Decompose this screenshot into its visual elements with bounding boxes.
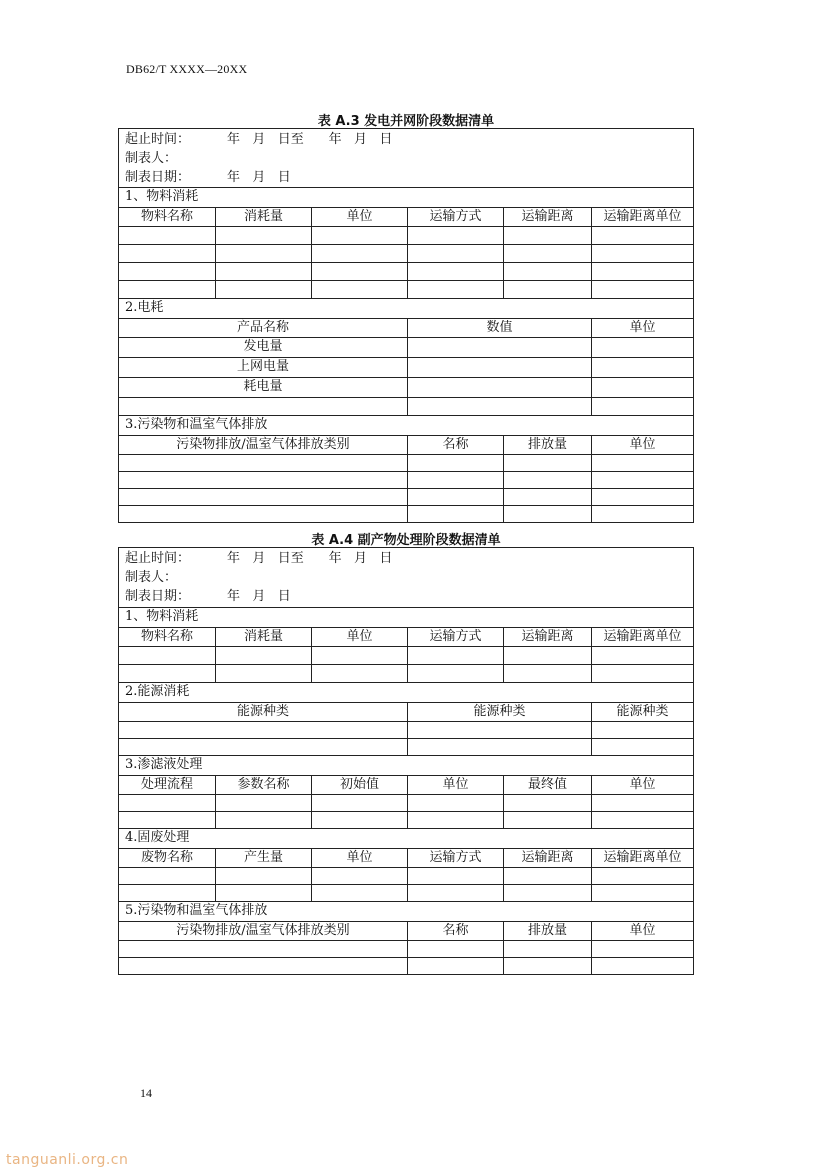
header-row xyxy=(119,627,693,646)
table-cell xyxy=(119,506,407,522)
table-cell xyxy=(591,665,693,682)
header-cell: 消耗量 xyxy=(215,208,311,226)
table-cell xyxy=(311,795,407,811)
maker-label: 制表人： xyxy=(125,151,178,166)
table-cell xyxy=(311,647,407,664)
table-cell xyxy=(591,227,693,244)
table-row xyxy=(119,505,693,522)
table-cell xyxy=(591,489,693,505)
table-a3-info-block xyxy=(119,129,693,188)
table-cell xyxy=(119,665,215,682)
table-row xyxy=(119,357,693,377)
header-cell: 初始值 xyxy=(311,776,407,794)
maker-label: 制表人： xyxy=(125,570,178,585)
date-value: 年 月 日 xyxy=(227,589,291,604)
table-cell xyxy=(119,958,407,974)
section-title: 5.污染物和温室气体排放 xyxy=(125,903,268,918)
document-code: DB62/T XXXX—20XX xyxy=(126,62,248,76)
table-cell xyxy=(407,941,503,957)
table-cell xyxy=(503,941,591,957)
table-cell xyxy=(407,378,591,397)
section-title: 2.能源消耗 xyxy=(125,684,190,699)
table-cell xyxy=(503,472,591,488)
header-cell: 单位 xyxy=(311,208,407,226)
header-cell: 最终值 xyxy=(503,776,591,794)
table-cell xyxy=(407,795,503,811)
table-cell xyxy=(591,378,693,397)
table-cell xyxy=(591,506,693,522)
header-cell: 能源种类 xyxy=(407,703,591,721)
table-cell xyxy=(503,281,591,298)
header-cell: 排放量 xyxy=(503,436,591,454)
info-time-line xyxy=(125,549,687,568)
table-cell xyxy=(503,665,591,682)
info-maker-line xyxy=(125,568,687,587)
header-cell: 物料名称 xyxy=(140,209,193,224)
table-cell xyxy=(503,227,591,244)
table-row xyxy=(119,397,693,415)
table-cell xyxy=(311,227,407,244)
section-title: 1、物料消耗 xyxy=(125,609,199,624)
table-cell xyxy=(119,455,407,471)
header-cell: 废物名称 xyxy=(140,850,193,865)
table-cell xyxy=(407,665,503,682)
table-cell xyxy=(503,245,591,262)
header-cell: 参数名称 xyxy=(215,776,311,794)
header-cell: 单位 xyxy=(407,776,503,794)
header-row xyxy=(119,848,693,867)
table-cell xyxy=(407,958,503,974)
header-row xyxy=(119,318,693,337)
table-cell xyxy=(119,739,407,755)
info-time-line xyxy=(125,130,687,149)
table-cell xyxy=(591,868,693,884)
table-row xyxy=(119,664,693,682)
header-cell: 产品名称 xyxy=(236,320,289,335)
table-cell xyxy=(503,958,591,974)
header-cell: 单位 xyxy=(311,628,407,646)
table-cell xyxy=(119,647,215,664)
header-cell: 排放量 xyxy=(503,922,591,940)
table-cell xyxy=(407,398,591,415)
section-title-row xyxy=(119,298,693,318)
header-row xyxy=(119,775,693,794)
table-cell xyxy=(591,941,693,957)
time-label: 起止时间： xyxy=(125,551,191,566)
header-cell: 运输距离 xyxy=(503,849,591,867)
header-cell: 数值 xyxy=(407,319,591,337)
product-cell xyxy=(119,398,407,415)
table-cell xyxy=(215,245,311,262)
table-cell xyxy=(311,885,407,901)
table-row xyxy=(119,957,693,974)
table-row xyxy=(119,454,693,471)
table-cell xyxy=(215,885,311,901)
watermark-text: tanguanli.org.cn xyxy=(6,1152,129,1168)
product-cell: 耗电量 xyxy=(243,379,283,394)
product-cell: 上网电量 xyxy=(236,359,289,374)
table-cell xyxy=(407,812,503,828)
section-title-row xyxy=(119,188,693,207)
table-row xyxy=(119,337,693,357)
header-cell: 污染物排放/温室气体排放类别 xyxy=(176,437,350,452)
table-cell xyxy=(119,489,407,505)
table-row xyxy=(119,377,693,397)
header-cell: 运输距离 xyxy=(503,208,591,226)
table-cell xyxy=(503,885,591,901)
table-row xyxy=(119,646,693,664)
table-cell xyxy=(119,227,215,244)
header-cell: 名称 xyxy=(407,436,503,454)
section-title-row xyxy=(119,682,693,702)
table-cell xyxy=(591,245,693,262)
table-cell xyxy=(407,263,503,280)
header-cell: 能源种类 xyxy=(591,703,693,721)
table-cell xyxy=(591,263,693,280)
table-cell xyxy=(215,227,311,244)
info-maker-line xyxy=(125,149,687,168)
section-title-row xyxy=(119,608,693,627)
table-cell xyxy=(591,812,693,828)
table-row xyxy=(119,811,693,828)
table-cell xyxy=(119,868,215,884)
table-cell xyxy=(407,245,503,262)
page-number: 14 xyxy=(140,1086,152,1100)
product-cell: 发电量 xyxy=(243,339,283,354)
table-cell xyxy=(215,812,311,828)
header-cell: 单位 xyxy=(311,849,407,867)
table-cell xyxy=(503,506,591,522)
header-cell: 运输距离单位 xyxy=(591,628,693,646)
header-cell: 单位 xyxy=(591,436,693,454)
header-cell: 能源种类 xyxy=(236,704,289,719)
section-title: 3.渗滤液处理 xyxy=(125,757,203,772)
table-cell xyxy=(503,647,591,664)
table-a3 xyxy=(118,128,694,523)
header-cell: 运输距离单位 xyxy=(591,849,693,867)
table-cell xyxy=(407,489,503,505)
table-cell xyxy=(591,885,693,901)
table-cell xyxy=(503,455,591,471)
table-cell xyxy=(407,338,591,357)
table-cell xyxy=(591,472,693,488)
time-label: 起止时间： xyxy=(125,132,191,147)
section-title: 3.污染物和温室气体排放 xyxy=(125,417,268,432)
table-cell xyxy=(591,281,693,298)
table-cell xyxy=(311,245,407,262)
table-cell xyxy=(119,941,407,957)
section-title-row xyxy=(119,828,693,848)
date-label: 制表日期： xyxy=(125,170,191,185)
header-row xyxy=(119,702,693,721)
table-cell xyxy=(407,455,503,471)
table-cell xyxy=(215,263,311,280)
section-title: 4.固废处理 xyxy=(125,830,190,845)
table-cell xyxy=(119,263,215,280)
header-cell: 运输距离单位 xyxy=(591,208,693,226)
header-cell: 单位 xyxy=(591,319,693,337)
header-cell: 运输方式 xyxy=(407,208,503,226)
header-cell: 名称 xyxy=(407,922,503,940)
table-cell xyxy=(311,263,407,280)
table-row xyxy=(119,721,693,738)
table-cell xyxy=(215,647,311,664)
table-cell xyxy=(591,398,693,415)
table-cell xyxy=(591,958,693,974)
table-row xyxy=(119,262,693,280)
table-cell xyxy=(215,281,311,298)
table-cell xyxy=(503,812,591,828)
table-cell xyxy=(503,795,591,811)
table-cell xyxy=(215,795,311,811)
table-cell xyxy=(311,812,407,828)
header-cell: 消耗量 xyxy=(215,628,311,646)
header-cell: 物料名称 xyxy=(140,629,193,644)
table-cell xyxy=(119,795,215,811)
time-value: 年 月 日至 年 月 日 xyxy=(227,551,393,566)
table-cell xyxy=(407,506,503,522)
table-row xyxy=(119,940,693,957)
header-cell: 单位 xyxy=(591,922,693,940)
table-cell xyxy=(311,281,407,298)
table-cell xyxy=(591,795,693,811)
table-cell xyxy=(591,338,693,357)
table-cell xyxy=(407,739,591,755)
table-cell xyxy=(407,885,503,901)
header-cell: 运输方式 xyxy=(407,849,503,867)
table-row xyxy=(119,884,693,901)
table-cell xyxy=(407,647,503,664)
table-cell xyxy=(407,472,503,488)
table-row xyxy=(119,471,693,488)
table-a3-title: 表 A.3 发电并网阶段数据清单 xyxy=(317,114,495,129)
section-title-row xyxy=(119,901,693,921)
table-row xyxy=(119,794,693,811)
header-cell: 单位 xyxy=(591,776,693,794)
info-date-line xyxy=(125,168,687,187)
table-row xyxy=(119,226,693,244)
table-cell xyxy=(407,227,503,244)
table-a4-title: 表 A.4 副产物处理阶段数据清单 xyxy=(311,533,501,548)
table-cell xyxy=(591,647,693,664)
time-value: 年 月 日至 年 月 日 xyxy=(227,132,393,147)
table-cell xyxy=(311,868,407,884)
date-label: 制表日期： xyxy=(125,589,191,604)
table-cell xyxy=(119,885,215,901)
info-date-line xyxy=(125,587,687,606)
table-a4-info-block xyxy=(119,548,693,608)
table-row xyxy=(119,244,693,262)
date-value: 年 月 日 xyxy=(227,170,291,185)
table-row xyxy=(119,867,693,884)
header-cell: 运输距离 xyxy=(503,628,591,646)
table-cell xyxy=(407,868,503,884)
table-a4 xyxy=(118,547,694,975)
table-cell xyxy=(407,722,591,738)
section-title-row xyxy=(119,415,693,435)
header-cell: 运输方式 xyxy=(407,628,503,646)
header-row xyxy=(119,921,693,940)
section-title: 2.电耗 xyxy=(125,300,164,315)
table-cell xyxy=(119,281,215,298)
table-cell xyxy=(215,665,311,682)
header-cell: 产生量 xyxy=(215,849,311,867)
table-cell xyxy=(119,245,215,262)
header-row xyxy=(119,435,693,454)
table-row xyxy=(119,488,693,505)
table-cell xyxy=(503,263,591,280)
header-row xyxy=(119,207,693,226)
table-cell xyxy=(591,722,693,738)
table-cell xyxy=(591,358,693,377)
table-cell xyxy=(407,281,503,298)
table-cell xyxy=(407,358,591,377)
table-cell xyxy=(591,455,693,471)
table-cell xyxy=(503,489,591,505)
table-cell xyxy=(119,812,215,828)
table-cell xyxy=(215,868,311,884)
table-cell xyxy=(119,722,407,738)
header-cell: 污染物排放/温室气体排放类别 xyxy=(176,923,350,938)
table-cell xyxy=(591,739,693,755)
table-cell xyxy=(119,472,407,488)
section-title: 1、物料消耗 xyxy=(125,189,199,204)
table-row xyxy=(119,280,693,298)
header-cell: 处理流程 xyxy=(140,777,193,792)
table-cell xyxy=(503,868,591,884)
section-title-row xyxy=(119,755,693,775)
table-cell xyxy=(311,665,407,682)
table-row xyxy=(119,738,693,755)
